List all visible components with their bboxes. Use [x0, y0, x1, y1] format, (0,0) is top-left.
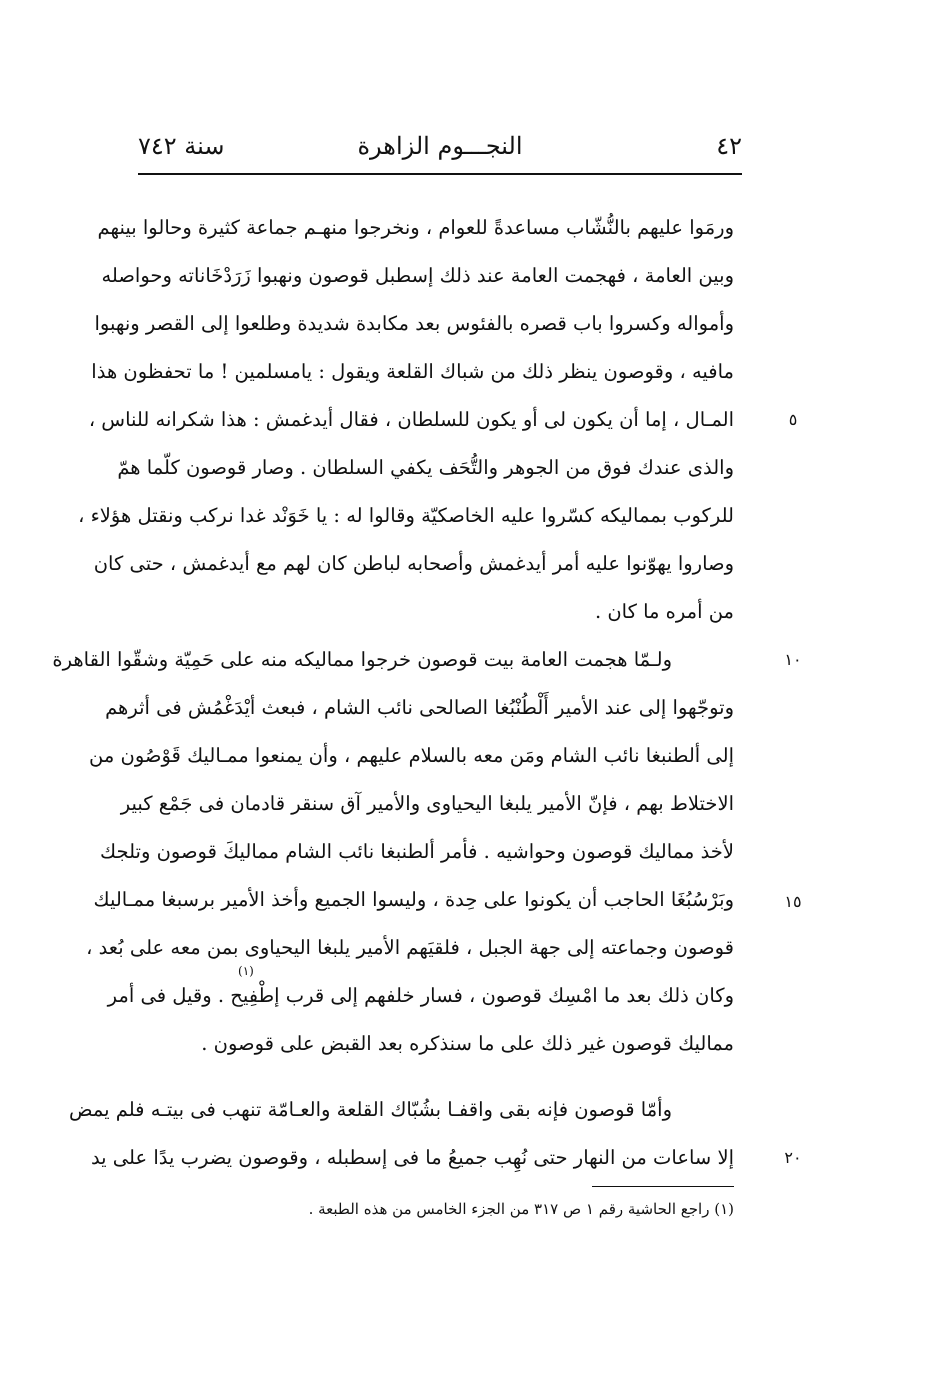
text-line: قوصون وجماعته إلى جهة الجبل ، فلقيَهم الأمير يلبغا اليحياوى بمن معه على بُعد ، — [86, 936, 734, 959]
text-line: وتوجّهوا إلى عند الأمير أَلْطُنْبُغا الصالحى نائب الشام ، فبعث أيْدَغْمُش فى أثرهم — [105, 696, 734, 719]
text-line: وبين العامة ، فهجمت العامة عند ذلك إسطبل قوصون ونهبوا زَرَدْخَاناته وحواصله — [101, 264, 734, 287]
text-line: من أمره ما كان . — [594, 600, 734, 623]
footnote: (١) راجع الحاشية رقم ١ ص ٣١٧ من الجزء الخامس من هذه الطبعة . — [308, 1200, 734, 1218]
text-line: إلا ساعات من النهار حتى نُهِب جميعُ ما فى إسطبله ، وقوصون يضرب يدًا على يد — [90, 1146, 734, 1169]
running-year: سنة ٧٤٢ — [138, 132, 225, 160]
footnote-marker: (١) — [238, 964, 254, 978]
text-line: إلى ألطنبغا نائب الشام ومَن معه بالسلام عليهم ، وأن يمنعوا ممـاليك قَوْصُون من — [89, 744, 734, 767]
text-line: وكان ذلك بعد ما امْسِك قوصون ، فسار خلفهم إلى قرب إطْفِيح . وقيل فى أمر — [107, 984, 734, 1007]
line-number: ١٥ — [784, 892, 802, 911]
line-number: ٥ — [788, 410, 798, 429]
text-line: وصاروا يهوّنوا عليه أمر أيدغمش وأصحابه لباطن كان لهم مع أيدغمش ، حتى كان — [93, 552, 734, 575]
text-line: لأخذ مماليك قوصون وحواشيه . فأمر ألطنبغا نائب الشام مماليكَ قوصون وتلجك — [100, 840, 734, 863]
text-line: ورمَوا عليهم بالنُّشّاب مساعدةً للعوام ، ونخرجوا منهـم جماعة كثيرة وحالوا بينهم — [97, 216, 734, 239]
text-line: وأمّا قوصون فإنه بقى واقفـا بشُبّاك القلعة والعـامّة تنهب فى بيتـه فلم يمض — [68, 1098, 672, 1121]
text-line: مافيه ، وقوصون ينظر ذلك من شباك القلعة ويقول : يامسلمين ! ما تحفظون هذا — [91, 360, 734, 383]
text-line: وبَرْسُبُغَا الحاجب أن يكونوا على حِدة ، وليسوا الجميع وأخذ الأمير برسبغا ممـاليك — [93, 888, 734, 911]
page-header — [138, 128, 742, 168]
text-line: الاختلاط بهم ، فإنّ الأمير يلبغا اليحياوى والأمير آق سنقر قادمان فى جَمْع كبير — [120, 792, 734, 815]
text-line: ولـمّا هجمت العامة بيت قوصون خرجوا مماليكه منه على حَمِيّة وشقّوا القاهرة — [52, 648, 672, 671]
line-number: ٢٠ — [784, 1148, 802, 1167]
text-line: وأمواله وكسروا باب قصره بالفئوس بعد مكابدة شديدة وطلعوا إلى القصر ونهبوا — [94, 312, 734, 335]
running-title: النجـــوم الزاهرة — [357, 132, 523, 160]
footnote-rule — [592, 1186, 734, 1187]
text-line: للركوب بمماليكه كسّروا عليه الخاصكيّة وقالوا له : يا خَوَنْد غدا نركب ونقتل هؤلاء ، — [78, 504, 734, 527]
page-number: ٤٢ — [716, 132, 742, 160]
text-line: مماليك قوصون غير ذلك على ما سنذكره بعد القبض على قوصون . — [201, 1032, 734, 1055]
text-line: المـال ، إما أن يكون لى أو يكون للسلطان ، فقال أيدغمش : هذا شكرانه للناس ، — [88, 408, 734, 431]
header-rule — [138, 173, 742, 175]
line-number: ١٠ — [784, 650, 802, 669]
text-line: والذى عندك فوق من الجوهر والتُّحَف يكفي السلطان . وصار قوصون كلّما همّ — [117, 456, 734, 479]
